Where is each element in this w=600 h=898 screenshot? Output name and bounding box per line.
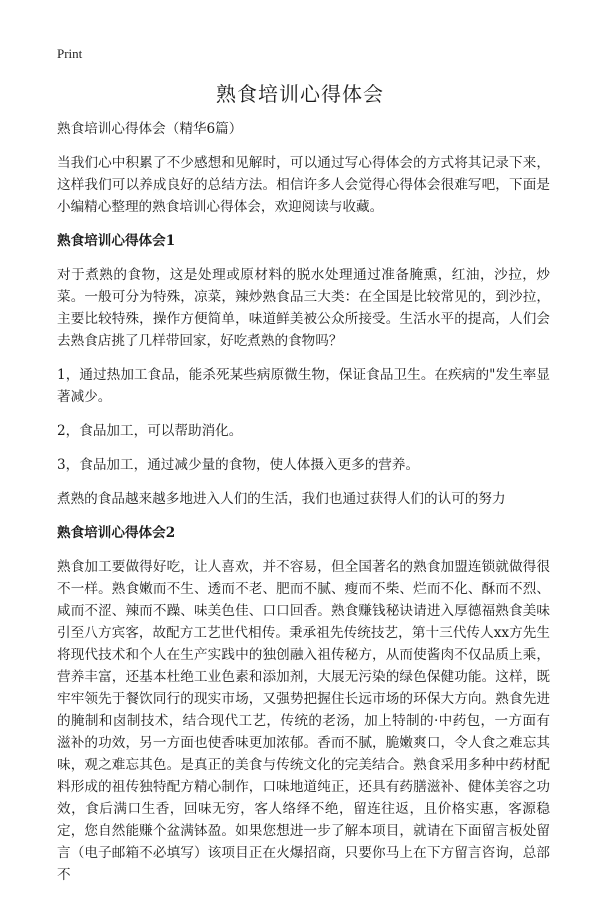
list-item-1: 1，通过热加工食品，能杀死某些病原微生物，保证食品卫生。在疾病的"发生率显著减少。 [57, 367, 550, 405]
section-heading-1: 熟食培训心得体会1 [57, 233, 176, 249]
section-heading-2: 熟食培训心得体会2 [57, 525, 176, 541]
intro-paragraph: 当我们心中积累了不少感想和见解时，可以通过写心得体会的方式将其记录下来，这样我们可以养成良好的总结方法。相信许多人会觉得心得体会很难写吧，下面是小编精心整理的熟食培训心得体会，欢迎阅读与收藏。 [57, 155, 550, 215]
document-body [57, 118, 550, 898]
document-subtitle: 熟食培训心得体会（精华6篇） [57, 121, 243, 137]
section-1-paragraph: 对于煮熟的食物，这是处理或原材料的脱水处理通过准备腌熏，红油，沙拉，炒菜。一般可分为特殊，凉菜，辣炒熟食品三大类：在全国是比较常见的，到沙拉，主要比较特殊，操作方便简单，味道鲜美被公众所接受。生活水平的提高，人们会去熟食店挑了几样带回家，好吃煮熟的食物吗？ [57, 267, 550, 349]
section-1-closing: 煮熟的食品越来越多地进入人们的生活，我们也通过获得人们的认可的努力 [57, 491, 506, 507]
list-item-2: 2，食品加工，可以帮助消化。 [57, 423, 243, 439]
document-title: 熟食培训心得体会 [216, 82, 384, 106]
list-item-3: 3，食品加工，通过减少量的食物，使人体摄入更多的营养。 [57, 457, 420, 473]
print-link[interactable]: Print [57, 46, 83, 61]
section-2-paragraph: 熟食加工要做得好吃，让人喜欢，并不容易，但全国著名的熟食加盟连锁就做得很不一样。熟食嫩而不生、透而不老、肥而不腻、瘦而不柴、烂而不化、酥而不烈、咸而不涩、辣而不躁、味美色佳、口口回香。熟食赚钱秘诀请进入厚德福熟食美味引至八方宾客，故配方工艺世代相传。秉承祖先传统技艺，第十三代传人xx方先生将现代技术和个人在生产实践中的独创融入祖传秘方，从而使酱肉不仅品质上乘，营养丰富，还基本杜绝工业色素和添加剂，大展无污染的绿色保健功能。这样，既牢牢领先于餐饮同行的现实市场，又强势把握住长远市场的环保大方向。熟食先进的腌制和卤制技术，结合现代工艺，传统的老汤，加上特制的·中药包，一方面有滋补的功效，另一方面也使香味更加浓郁。香而不腻，脆嫩爽口，令人食之难忘其味，观之难忘其色。是真正的美食与传统文化的完美结合。熟食采用多种中药材配料形成的祖传独特配方精心制作，口味地道纯正，还具有药膳滋补、健体美容之功效，食后满口生香，回味无穷，客人络绎不绝，留连往返，且价格实惠，客源稳定，您自然能赚个盆满钵盈。如果您想进一步了解本项目，就请在下面留言板处留言（电子邮箱不必填写）该项目正在火爆招商，只要你马上在下方留言咨询，总部不 [57, 559, 550, 883]
